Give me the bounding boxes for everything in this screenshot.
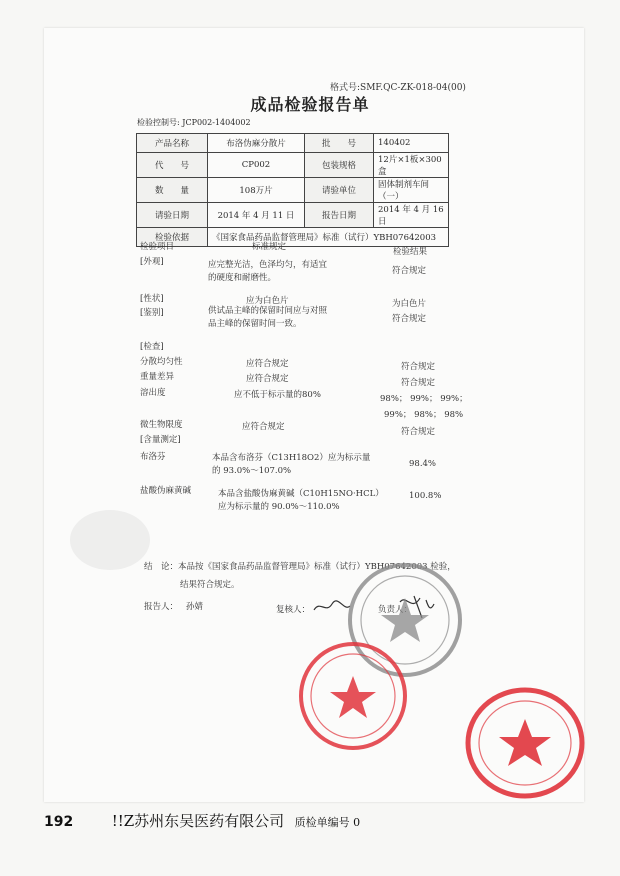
microbial-name: 微生物限度 — [140, 420, 183, 430]
request-unit-value: 固体制剂车间（一） — [374, 178, 449, 203]
ibuprofen-result: 98.4% — [409, 459, 437, 469]
request-unit-label: 请验单位 — [305, 178, 374, 203]
table-row — [137, 228, 449, 247]
identification-standard-line: 品主峰的保留时间一致。 — [208, 319, 302, 329]
dissolution-result-2: 99%； 98%； 98% — [384, 410, 464, 420]
weight-standard: 应符合规定 — [246, 374, 289, 384]
dissolution-result-1: 98%； 99%； 99%； — [380, 394, 468, 404]
quantity-value: 108万片 — [208, 178, 305, 203]
character-heading: [性状] — [140, 294, 164, 304]
package-value: 12片×1板×300盒 — [374, 153, 449, 178]
red-seal-stamp-icon — [464, 686, 586, 800]
weight-result: 符合规定 — [401, 378, 436, 388]
identification-result: 符合规定 — [392, 314, 427, 324]
reporter-name: 孙婧 — [186, 602, 204, 612]
col-standard-heading: 标准规定 — [252, 242, 287, 252]
basis-label: 检验依据 — [137, 228, 208, 247]
company-name: !!Z苏州东吴医药有限公司 — [111, 812, 285, 830]
product-name-value: 布洛伪麻分散片 — [208, 134, 305, 153]
table-row — [137, 203, 449, 228]
report-title: 成品检验报告单 — [250, 95, 370, 114]
pseudoephedrine-standard-line: 应为标示量的 90.0%～110.0% — [218, 502, 340, 512]
pseudoephedrine-result: 100.8% — [409, 491, 442, 501]
appearance-result: 符合规定 — [392, 266, 427, 276]
reporter-label: 报告人： — [144, 602, 179, 612]
code-value: CP002 — [208, 153, 305, 178]
uniformity-name: 分散均匀性 — [140, 357, 183, 367]
table-row — [137, 134, 449, 153]
product-name-label: 产品名称 — [137, 134, 208, 153]
control-number: 检验控制号: JCP002-1404002 — [137, 118, 251, 127]
uniformity-standard: 应符合规定 — [246, 359, 289, 369]
ibuprofen-standard-line: 的 93.0%～107.0% — [212, 466, 292, 476]
ibuprofen-standard — [212, 452, 370, 478]
weight-name: 重量差异 — [140, 372, 175, 382]
assay-heading: [含量测定] — [140, 435, 181, 445]
conclusion-line-2: 结果符合规定。 — [180, 580, 240, 590]
uniformity-result: 符合规定 — [401, 362, 436, 372]
page-footer — [44, 810, 360, 831]
responsible-label: 负责人： — [378, 605, 413, 615]
check-heading: [检查] — [140, 342, 164, 352]
page-number: 192 — [44, 814, 74, 830]
reviewer-label: 复核人： — [276, 605, 311, 615]
pseudoephedrine-name: 盐酸伪麻黄碱 — [140, 486, 192, 496]
character-standard: 应为白色片 — [246, 296, 289, 306]
batch-value: 140402 — [374, 134, 449, 153]
table-row — [137, 178, 449, 203]
form-number: 格式号:SMF.QC-ZK-018-04(00) — [330, 83, 466, 93]
smudge-decoration — [70, 510, 150, 570]
package-label: 包装规格 — [305, 153, 374, 178]
batch-label: 批 号 — [305, 134, 374, 153]
dissolution-name: 溶出度 — [140, 388, 166, 398]
report-date-value: 2014 年 4 月 16 日 — [374, 203, 449, 228]
request-date-value: 2014 年 4 月 11 日 — [208, 203, 305, 228]
dissolution-standard: 应不低于标示量的80% — [234, 390, 321, 400]
code-label: 代 号 — [137, 153, 208, 178]
identification-standard-line: 供试品主峰的保留时间应与对照 — [208, 306, 328, 316]
pseudoephedrine-standard — [218, 488, 384, 514]
identification-heading: [鉴别] — [140, 308, 164, 318]
red-company-stamp-icon — [297, 640, 409, 752]
info-table — [136, 133, 449, 247]
appearance-standard-line: 应完整光洁，色泽均匀，有适宜 — [208, 260, 328, 270]
microbial-result: 符合规定 — [401, 427, 436, 437]
identification-standard — [208, 305, 327, 331]
ibuprofen-name: 布洛芬 — [140, 452, 166, 462]
table-row — [137, 153, 449, 178]
appearance-standard-line: 的硬度和耐磨性。 — [208, 273, 277, 283]
report-date-label: 报告日期 — [305, 203, 374, 228]
microbial-standard: 应符合规定 — [242, 422, 285, 432]
quantity-label: 数 量 — [137, 178, 208, 203]
col-result-heading: 检验结果 — [393, 247, 428, 257]
request-date-label: 请验日期 — [137, 203, 208, 228]
ibuprofen-standard-line: 本品含布洛芬（C13H18O2）应为标示量 — [212, 453, 371, 463]
appearance-heading: [外观] — [140, 257, 164, 267]
col-item-heading: 检验项目 — [140, 242, 175, 252]
basis-value: 《国家食品药品监督管理局》标准（试行）YBH07642003 — [208, 228, 449, 247]
appearance-standard — [208, 259, 327, 285]
pseudoephedrine-standard-line: 本品含盐酸伪麻黄碱（C10H15NO·HCL） — [218, 489, 384, 499]
conclusion-line-1: 结 论：本品按《国家食品药品监督管理局》标准（试行）YBH07642003 检验， — [144, 562, 456, 572]
qc-number: 质检单编号 0 — [294, 816, 361, 829]
character-result: 为白色片 — [392, 299, 427, 309]
